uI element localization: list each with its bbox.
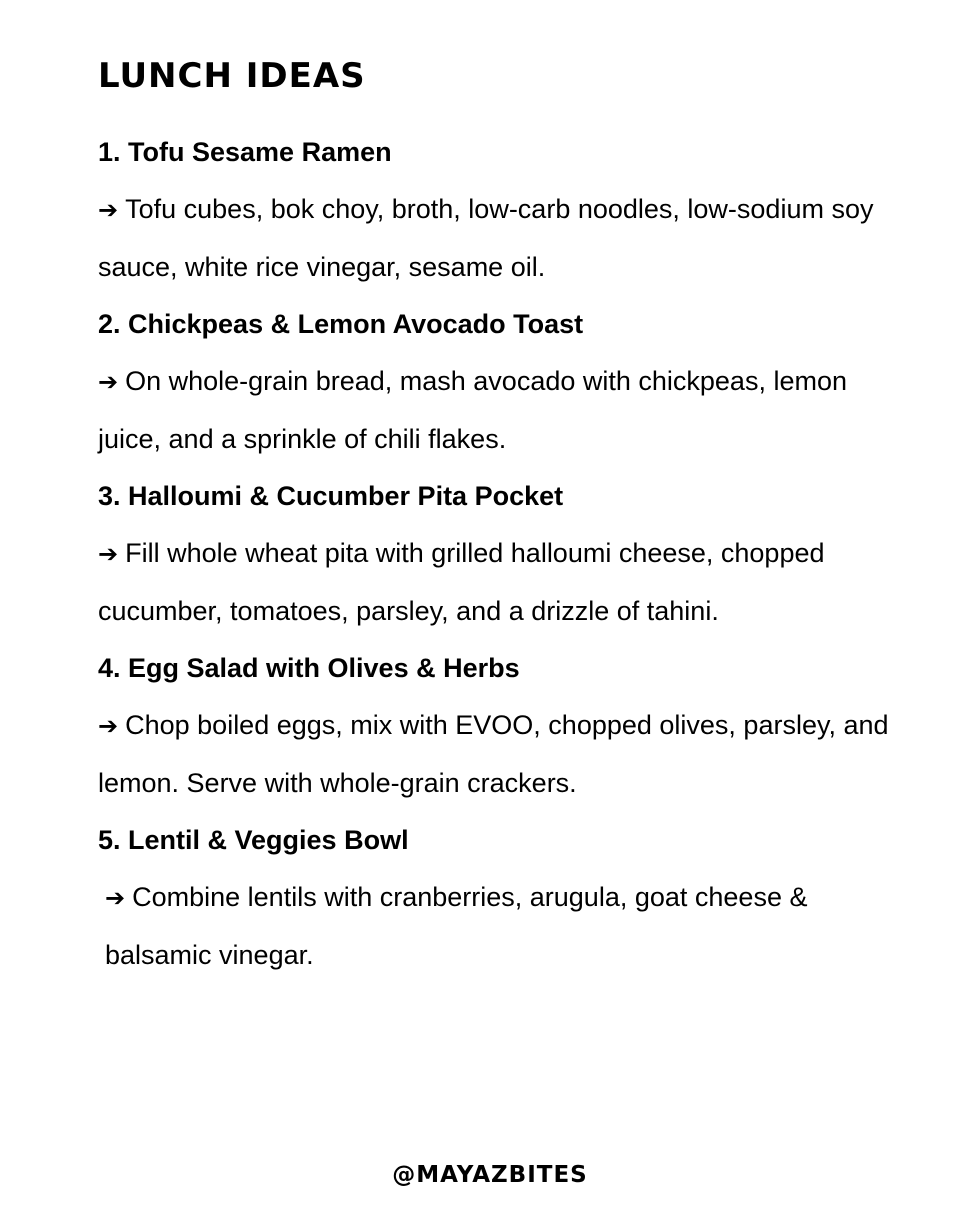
- recipe-description: [98, 181, 898, 296]
- recipe-heading: 4. Egg Salad with Olives & Herbs: [98, 653, 520, 683]
- page-title: LUNCH IDEAS: [98, 56, 366, 96]
- recipe-item: [98, 124, 898, 296]
- document-body: [98, 54, 898, 984]
- recipe-heading: 5. Lentil & Veggies Bowl: [98, 825, 409, 855]
- recipe-heading: 1. Tofu Sesame Ramen: [98, 137, 392, 167]
- recipe-item: [98, 296, 898, 468]
- recipe-item: [98, 812, 898, 984]
- recipe-item: [98, 640, 898, 812]
- arrow-icon: ➔: [98, 712, 119, 740]
- arrow-icon: ➔: [105, 884, 126, 912]
- recipe-description-text: On whole-grain bread, mash avocado with chickpeas, lemon juice, and a sprinkle of chili flakes.: [98, 366, 847, 454]
- social-handle: @MAYAZBITES: [392, 1162, 588, 1188]
- arrow-icon: ➔: [98, 540, 119, 568]
- recipe-description: [98, 353, 898, 468]
- recipe-description: [98, 525, 898, 640]
- recipe-description: [98, 869, 898, 984]
- arrow-icon: ➔: [98, 196, 119, 224]
- arrow-icon: ➔: [98, 368, 119, 396]
- recipe-description-text: Tofu cubes, bok choy, broth, low-carb noodles, low-sodium soy sauce, white rice vinegar, sesame oil.: [98, 194, 874, 282]
- recipe-heading: 3. Halloumi & Cucumber Pita Pocket: [98, 481, 564, 511]
- recipe-description-text: Combine lentils with cranberries, arugula, goat cheese & balsamic vinegar.: [105, 882, 808, 970]
- recipe-description-text: Chop boiled eggs, mix with EVOO, chopped olives, parsley, and lemon. Serve with whole-grain crackers.: [98, 710, 889, 798]
- recipe-description-text: Fill whole wheat pita with grilled halloumi cheese, chopped cucumber, tomatoes, parsley, and a drizzle of tahini.: [98, 538, 825, 626]
- recipe-description: [98, 697, 898, 812]
- recipe-heading: 2. Chickpeas & Lemon Avocado Toast: [98, 309, 584, 339]
- recipe-item: [98, 468, 898, 640]
